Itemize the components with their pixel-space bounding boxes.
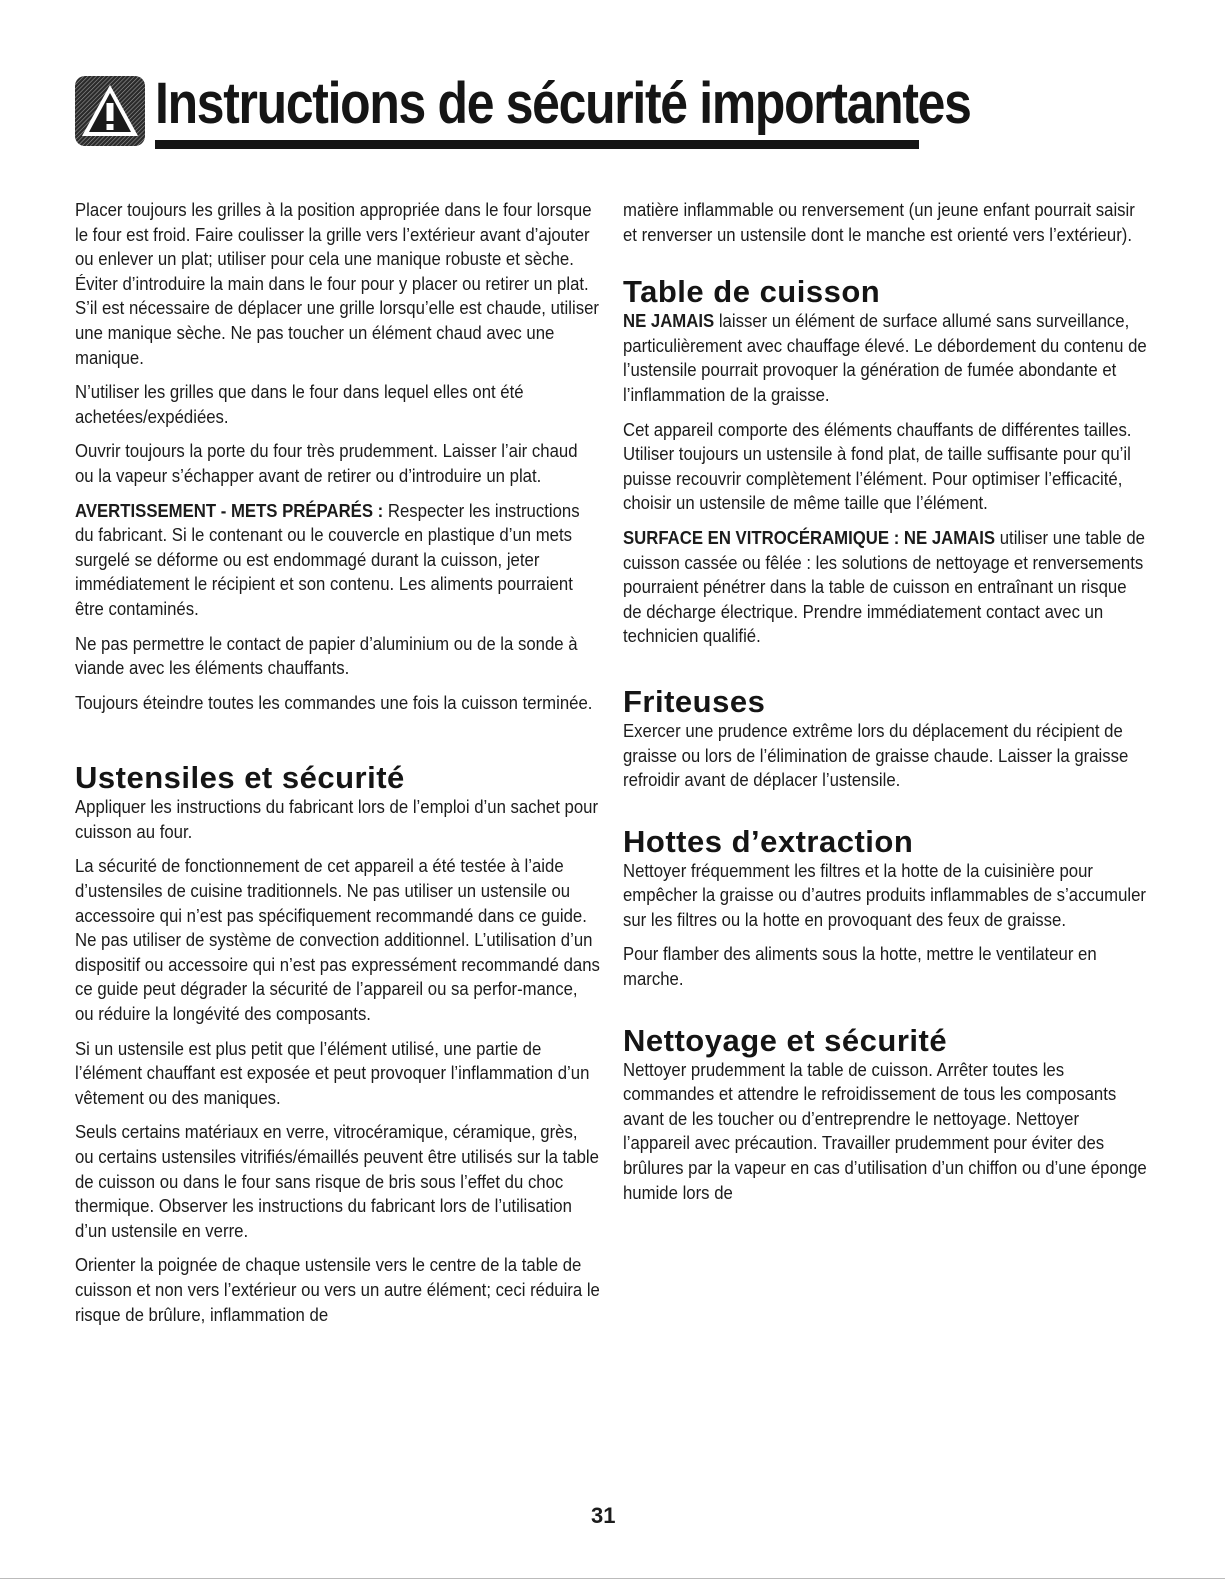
paragraph: Seuls certains matériaux en verre, vitrocéramique, céramique, grès, ou certains ustensiles vitrifiés/émaillés peuvent être utilisés sur la table de cuisson ou dans le four sans risque de bris sous l’effet du choc thermique. Observer les instructions du fabricant lors de l’utilisation d’un ustensile en verre. — [75, 1121, 599, 1241]
paragraph — [623, 309, 1148, 407]
paragraph: Placer toujours les grilles à la position appropriée dans le four lorsque le four est froid. Faire coulisser la grille vers l’extérieur avant d’ajouter ou enlever un plat; utiliser pour cela une manique robuste et sèche. Éviter d’introduire la main dans le four pour y placer ou retirer un plat. S’il est nécessaire de déplacer une grille lorsqu’elle est chaude, utiliser une manique sèche. Ne pas toucher un élément chaud avec une manique. — [75, 199, 599, 368]
page-number: 31 — [591, 1503, 616, 1528]
left-column — [75, 198, 605, 1337]
bottom-divider — [0, 1578, 1225, 1579]
paragraph: Cet appareil comporte des éléments chauffants de différentes tailles. Utiliser toujours un ustensile à fond plat, de taille suffisante pour qu’il puisse recouvrir complètement l’élément. Pour optimiser l’efficacité, choisir un ustensile de même taille que l’élément. — [623, 418, 1132, 514]
bold-lead: NE JAMAIS — [623, 310, 715, 332]
paragraph: Si un ustensile est plus petit que l’élément utilisé, une partie de l’élément chauffant est exposée et peut provoquer l’inflammation d’un vêtement ou des maniques. — [75, 1037, 590, 1108]
paragraph: Pour flamber des aliments sous la hotte, mettre le ventilateur en marche. — [623, 943, 1097, 990]
title-underline — [155, 140, 919, 149]
paragraph: Ouvrir toujours la porte du four très prudemment. Laisser l’air chaud ou la vapeur s’échapper avant de retirer ou d’introduire un plat. — [75, 440, 578, 486]
paragraph — [75, 499, 600, 622]
warning-triangle-icon — [75, 76, 145, 146]
paragraph: N’utiliser les grilles que dans le four dans lequel elles ont été achetées/expédiées. — [75, 381, 524, 427]
paragraph: Nettoyer fréquemment les filtres et la hotte de la cuisinière pour empêcher la graisse ou d’autres produits inflammables de s’accumuler sur les filtres ou la hotte en provoquant des feux de graisse. — [623, 859, 1146, 930]
paragraph-text: laisser un élément de surface allumé sans surveillance, particulièrement avec chauffage élevé. Le débordement du contenu de l’ustensile pourrait provoquer la génération de fumée abondante et l’inflammation de la graisse. — [623, 310, 1147, 405]
right-column — [623, 198, 1153, 1215]
section-heading-table-cuisson: Table de cuisson — [623, 274, 881, 310]
section-heading-ustensiles: Ustensiles et sécurité — [75, 760, 405, 796]
paragraph — [623, 526, 1148, 649]
paragraph: Exercer une prudence extrême lors du déplacement du récipient de graisse ou lors de l’élimination de graisse chaude. Laisser la graisse refroidir avant de déplacer l’ustensile. — [623, 719, 1129, 791]
bold-lead: AVERTISSEMENT - METS PRÉPARÉS : — [75, 499, 384, 521]
bold-lead: SURFACE EN VITROCÉRAMIQUE : NE JAMAIS — [623, 526, 996, 548]
section-heading-nettoyage: Nettoyage et sécurité — [623, 1022, 948, 1058]
paragraph-text: Respecter les instructions du fabricant. Si le contenant ou le couvercle en plastique d’un mets surgelé se déforme ou est endommagé durant la cuisson, jeter immédiatement le récipient et son contenu. Les aliments pourraient être contaminés. — [75, 499, 580, 619]
paragraph: Appliquer les instructions du fabricant lors de l’emploi d’un sachet pour cuisson au four. — [75, 796, 599, 842]
paragraph: Ne pas permettre le contact de papier d’aluminium ou de la sonde à viande avec les éléments chauffants. — [75, 632, 578, 679]
paragraph: Nettoyer prudemment la table de cuisson. Arrêter toutes les commandes et attendre le refroidissement de tous les composants avant de les toucher ou d’entreprendre le nettoyage. Nettoyer l’appareil avec précaution. Travailler prudemment pour éviter des brûlures par la vapeur en cas d’utilisation d’un chiffon ou d’une éponge humide lors de — [623, 1058, 1147, 1203]
section-heading-hottes: Hottes d’extraction — [623, 823, 914, 859]
paragraph: La sécurité de fonctionnement de cet appareil a été testée à l’aide d’ustensiles de cuisine traditionnels. Ne pas utiliser un ustensile ou accessoire qui n’est pas spécifiquement recommandé dans ce guide. Ne pas utiliser de système de convection additionnel. L’utilisation d’un dispositif ou accessoire qui n’est pas expressément recommandé dans ce guide peut dégrader la sécurité de l’appareil ou sa perfor-mance, ou réduire la longévité des composants. — [75, 855, 600, 1025]
paragraph: matière inflammable ou renversement (un jeune enfant pourrait saisir et renverser un ustensile dont le manche est orienté vers l’extérieur). — [623, 199, 1135, 245]
section-heading-friteuses: Friteuses — [623, 683, 766, 719]
paragraph-text: utiliser une table de cuisson cassée ou fêlée : les solutions de nettoyage et renversements pourraient pénétrer dans la table de cuisson en entraînant un risque de décharge électrique. Prendre immédiatement contact avec un technicien qualifié. — [623, 526, 1145, 647]
page-header — [75, 62, 971, 158]
page-title: Instructions de sécurité importantes — [155, 71, 971, 136]
paragraph: Orienter la poignée de chaque ustensile vers le centre de la table de cuisson et non vers l’extérieur ou vers un autre élément; ceci réduira le risque de brûlure, inflammation de — [75, 1254, 600, 1325]
paragraph: Toujours éteindre toutes les commandes une fois la cuisson terminée. — [75, 691, 593, 713]
